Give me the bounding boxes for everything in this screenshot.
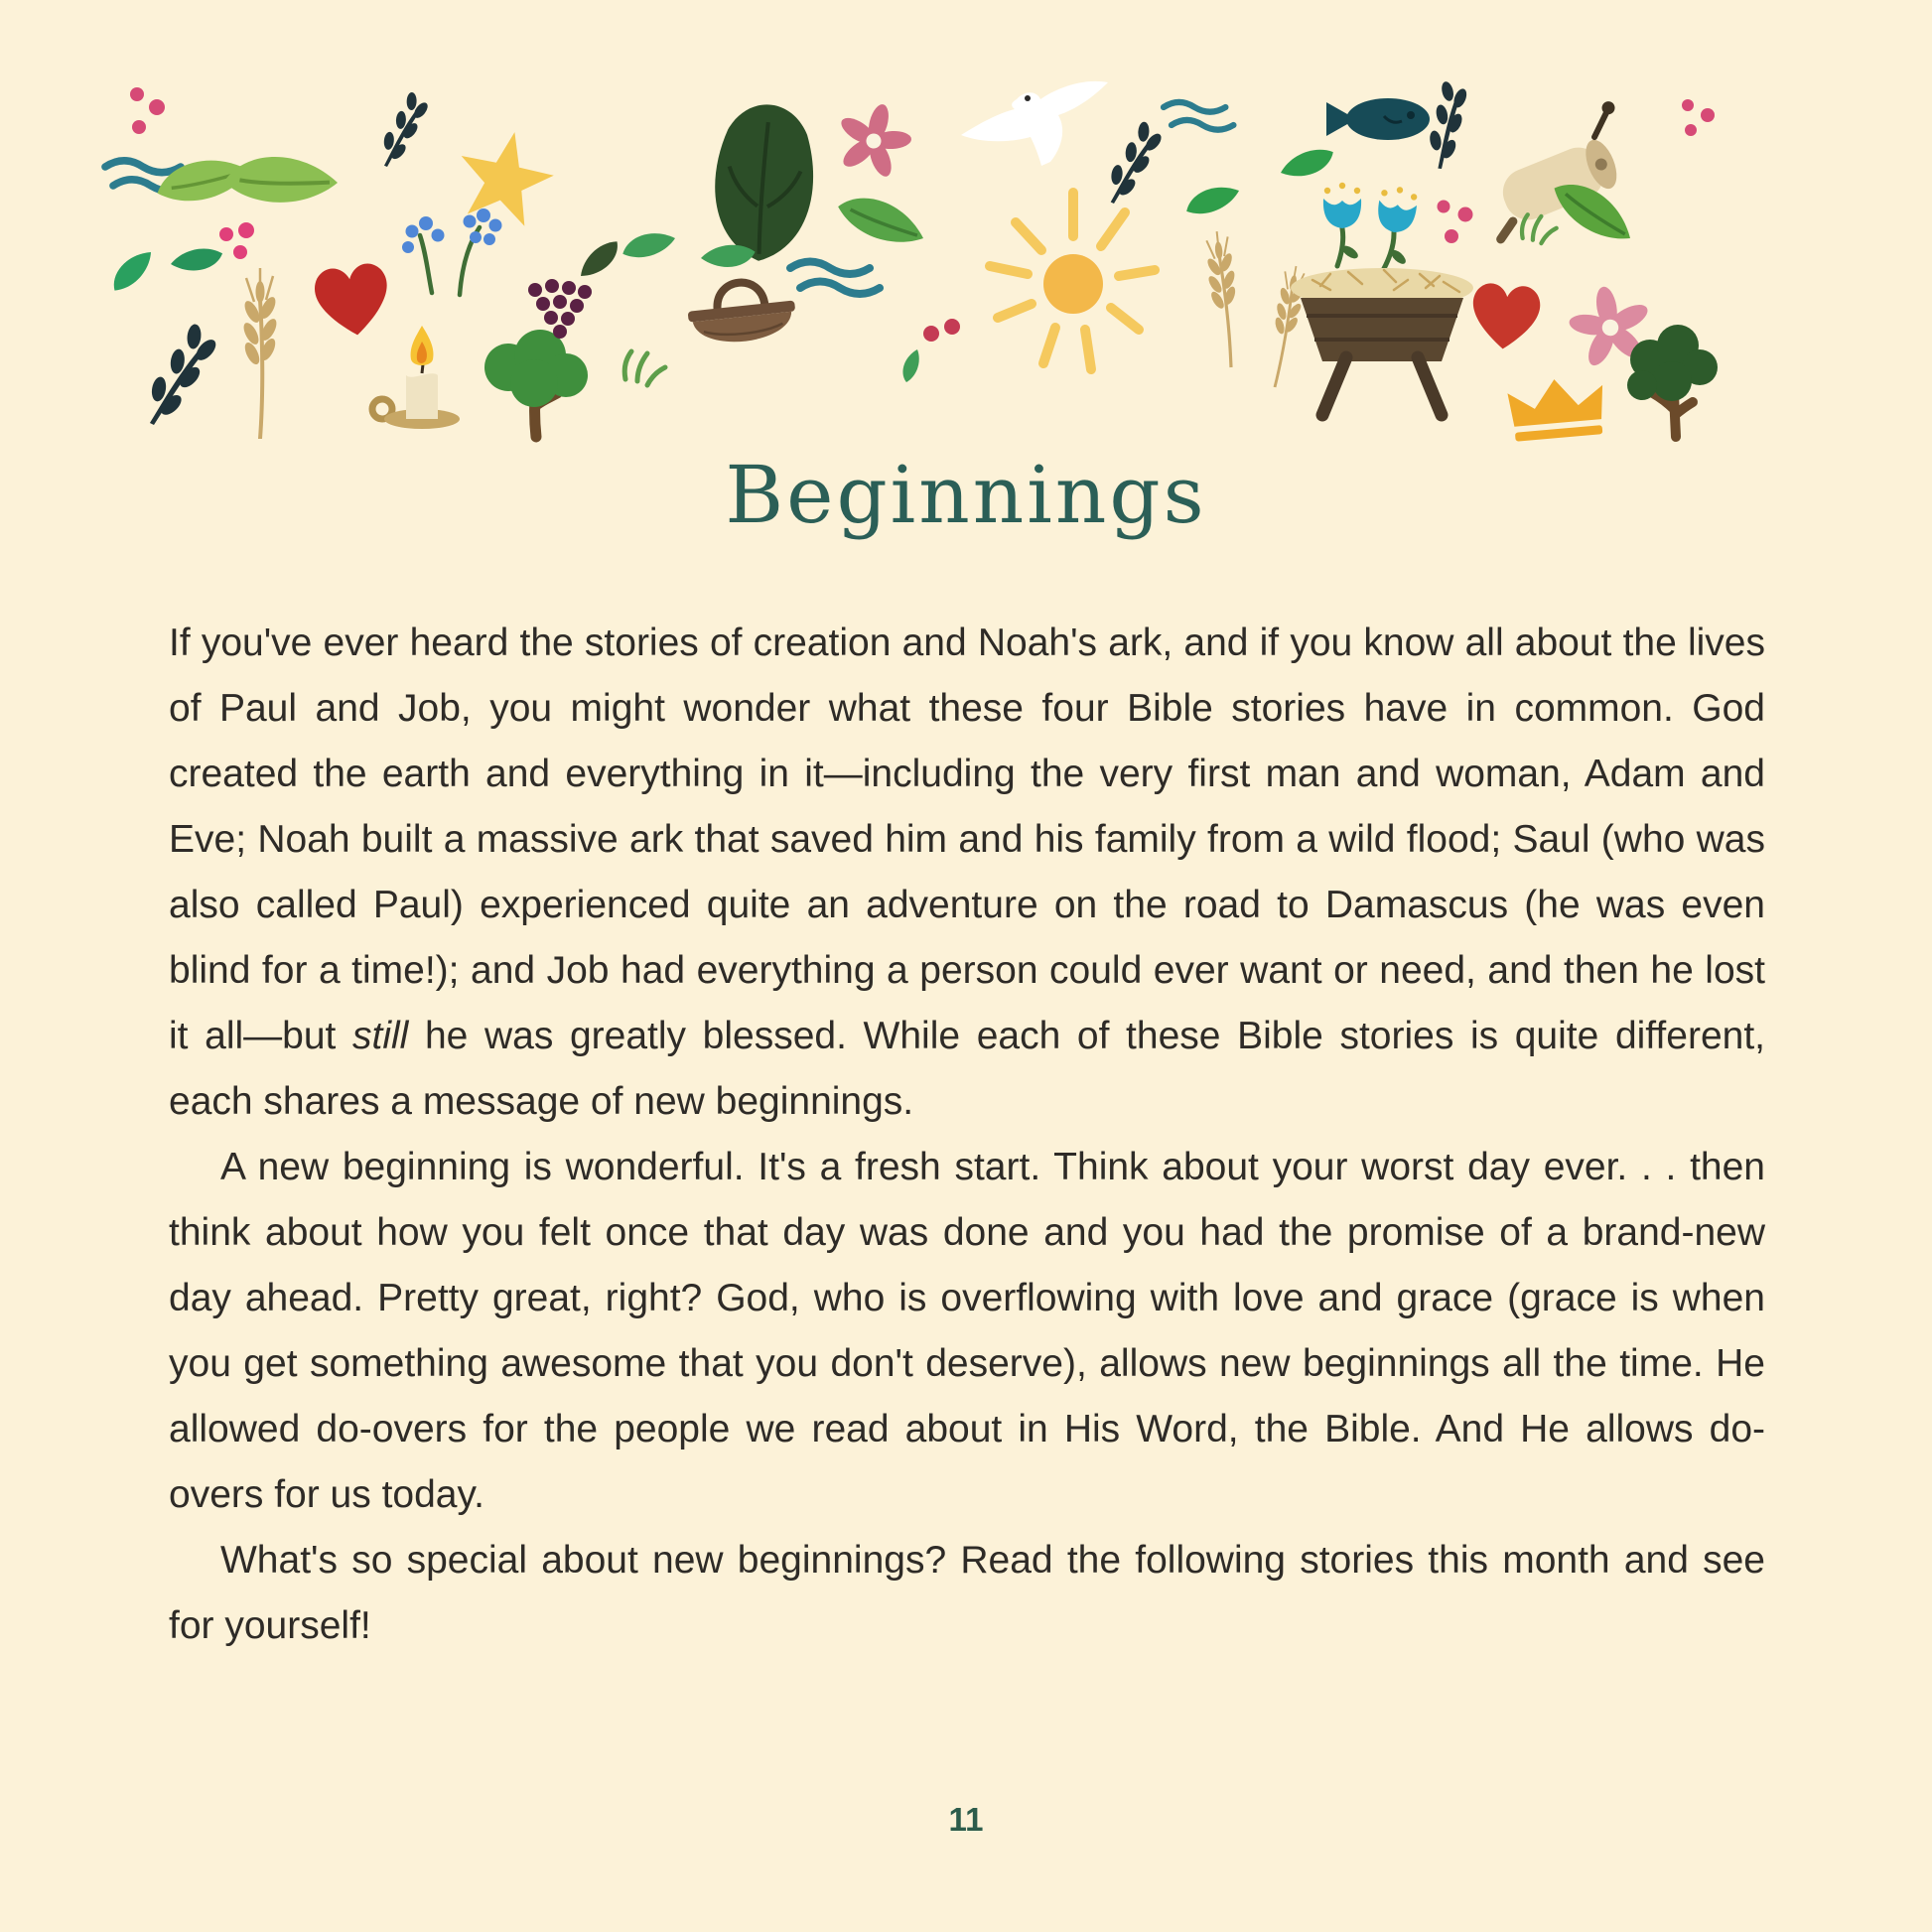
- heart-icon: [312, 261, 393, 340]
- grapes-icon: [528, 241, 622, 339]
- body-text: [169, 611, 1765, 1659]
- wheat-icon: [241, 268, 280, 439]
- paragraph: A new beginning is wonderful. It's a fresh start. Think about your worst day ever. . . then think about how you felt once that day was done and you had the promise of a brand-new day ahead. Pretty great, right? God, who is overflowing with love and grace (grace is when you get something awesome that you don't deserve), allows new beginnings all the time. He allowed do-overs for the people we read about in His Word, the Bible. And He allows do-overs for us today.: [169, 1146, 1765, 1516]
- manger-icon: [1291, 268, 1473, 415]
- leaf-icon: [223, 130, 339, 234]
- candle-icon: [372, 326, 460, 429]
- grass-icon: [1522, 214, 1557, 243]
- moon-icon: [1688, 214, 1733, 306]
- tree-icon: [1627, 325, 1718, 437]
- leaf-pair-icon: [107, 237, 222, 291]
- dark-sprig-icon: [137, 320, 229, 426]
- tree-icon: [484, 330, 588, 437]
- blue-flowers-icon: [402, 208, 502, 295]
- pink-dots-icon: [1438, 201, 1473, 244]
- dark-sprig-icon: [370, 88, 441, 168]
- heart-icon: [1469, 282, 1542, 351]
- basket-icon: [685, 277, 798, 346]
- dark-sprig-icon: [1098, 118, 1174, 205]
- waves-icon: [790, 262, 880, 295]
- grass-icon: [624, 351, 665, 385]
- page-number: 11: [948, 1801, 984, 1838]
- crown-icon: [1507, 375, 1607, 442]
- page-title: Beginnings: [725, 449, 1207, 541]
- wheat-icon: [1201, 230, 1310, 390]
- pink-berries-icon: [219, 222, 254, 259]
- leaf-pair-icon: [1186, 143, 1333, 220]
- flower-icon: [827, 94, 920, 186]
- paragraph: What's so special about new beginnings? Read the following stories this month and see for yourself!: [169, 1539, 1765, 1647]
- red-berries-icon: [895, 319, 960, 382]
- waves-icon: [1164, 102, 1233, 130]
- pink-dots-icon: [1682, 99, 1715, 136]
- star-icon: [450, 122, 561, 229]
- paragraph: If you've ever heard the stories of creation and Noah's ark, and if you know all about the lives of Paul and Job, you might wonder what these four Bible stories have in common. God created the earth and everything in it—including the very first man and woman, Adam and Eve; Noah built a massive ark that saved him and his family from a wild flood; Saul (who was also called Paul) experienced quite an adventure on the road to Damascus (he was even blind for a time!); and Job had everything a person could ever want or need, and then he lost it all—but still he was greatly blessed. While each of these Bible stories is quite different, each shares a message of new beginnings.: [169, 621, 1765, 1123]
- decorative-header: [0, 0, 1932, 467]
- pink-dots-icon: [130, 87, 165, 134]
- tulips-icon: [1323, 183, 1419, 272]
- fish-icon: [1326, 98, 1430, 140]
- leaf-icon: [837, 177, 924, 268]
- sun-icon: [990, 193, 1155, 375]
- large-leaf-icon: [710, 101, 818, 264]
- dove-icon: [961, 81, 1108, 166]
